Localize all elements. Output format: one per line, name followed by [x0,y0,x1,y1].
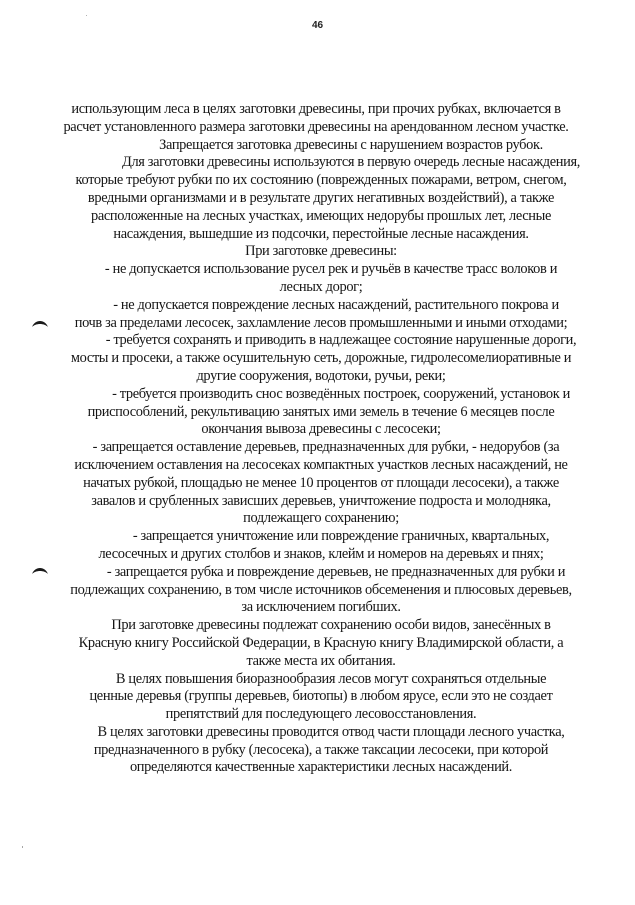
text-line: предназначенного в рубку (лесосека), а также таксации лесосеки, при которой [93,741,549,758]
scan-speck [22,846,23,848]
text-line: Красную книгу Российской Федерации, в Красную книгу Владимирской области, а [78,634,564,651]
text-line: лесосечных и других столбов и знаков, клейм и номеров на деревьях и пнях; [98,545,544,562]
text-line: подлежащих сохранению, в том числе источников обсеменения и плюсовых деревьев, [70,581,572,598]
text-line: При заготовке древесины: [245,243,397,260]
text-line: завалов и срубленных зависших деревьев, уничтожение подроста и молодняка, [91,492,551,509]
text-line: - запрещается уничтожение или повреждение граничных, квартальных, [132,528,550,545]
text-line: Запрещается заготовка древесины с нарушением возрастов рубок. [159,136,543,153]
text-line: расположенные на лесных участках, имеющих недорубы прошлых лет, лесные [91,207,551,224]
text-line: за исключением погибших. [241,599,401,616]
text-line: использующим леса в целях заготовки древесины, при прочих рубках, включается в [71,101,561,117]
text-line: ценные деревья (группы деревьев, биотопы) в любом ярусе, если это не создает [89,688,553,705]
text-line: - не допускается повреждение лесных насаждений, растительного покрова и [113,296,559,313]
text-line: лесных дорог; [279,278,363,295]
text-line: - требуется производить снос возведённых построек, сооружений, установок и [112,385,570,402]
scan-speck [86,15,87,16]
text-line: приспособлений, рекультивацию занятых ими земель в течение 6 месяцев после [87,403,555,420]
text-line: окончания вывоза древесины с лесосеки; [201,421,441,438]
text-line: При заготовке древесины подлежат сохранению особи видов, занесённых в [111,617,551,634]
text-line: подлежащего сохранению; [243,510,399,527]
text-line: расчет установленного размера заготовки древесины на арендованном лесном участке. [63,118,569,135]
page-number: 46 [311,20,324,31]
text-line: которые требуют рубки по их состоянию (поврежденных пожарами, ветром, снегом, [75,172,567,189]
scan-mark-icon [31,318,49,328]
text-line: препятствий для последующего лесовосстановления. [165,706,477,723]
text-line: определяются качественные характеристики лесных насаждений. [129,759,513,776]
text-line: мосты и просеки, а также осушительную сеть, дорожные, гидролесомелиоративные и [70,350,572,367]
document-body [60,101,582,777]
text-line: вредными организмами и в результате других негативных воздействий), а также [87,189,555,206]
text-line: также места их обитания. [246,652,396,669]
text-line: почв за пределами лесосек, захламление лесов промышленными и иными отходами; [74,314,568,331]
scan-mark-icon [31,565,49,575]
text-line: - запрещается оставление деревьев, предназначенных для рубки, - недорубов (за [92,439,560,456]
text-line: В целях заготовки древесины проводится отвод части площади лесного участка, [97,723,565,740]
text-line: - не допускается использование русел рек и ручьёв в качестве трасс волоков и [104,261,558,278]
text-line: В целях повышения биоразнообразия лесов могут сохраняться отдельные [115,670,547,687]
text-line: другие сооружения, водотоки, ручьи, реки; [196,367,446,384]
text-line: исключением оставления на лесосеках компактных участков лесных насаждений, не [74,456,568,473]
text-line: - запрещается рубка и повреждение деревьев, не предназначенных для рубки и [106,563,566,580]
text-line: - требуется сохранять и приводить в надлежащее состояние нарушенные дороги, [105,332,577,349]
text-line: Для заготовки древесины используются в первую очередь лесные насаждения, [121,154,580,171]
text-line: начатых рубкой, площадью не менее 10 процентов от площади лесосеки), а также [83,474,559,491]
text-line: насаждения, вышедшие из подсочки, перестойные лесные насаждения. [113,225,529,242]
